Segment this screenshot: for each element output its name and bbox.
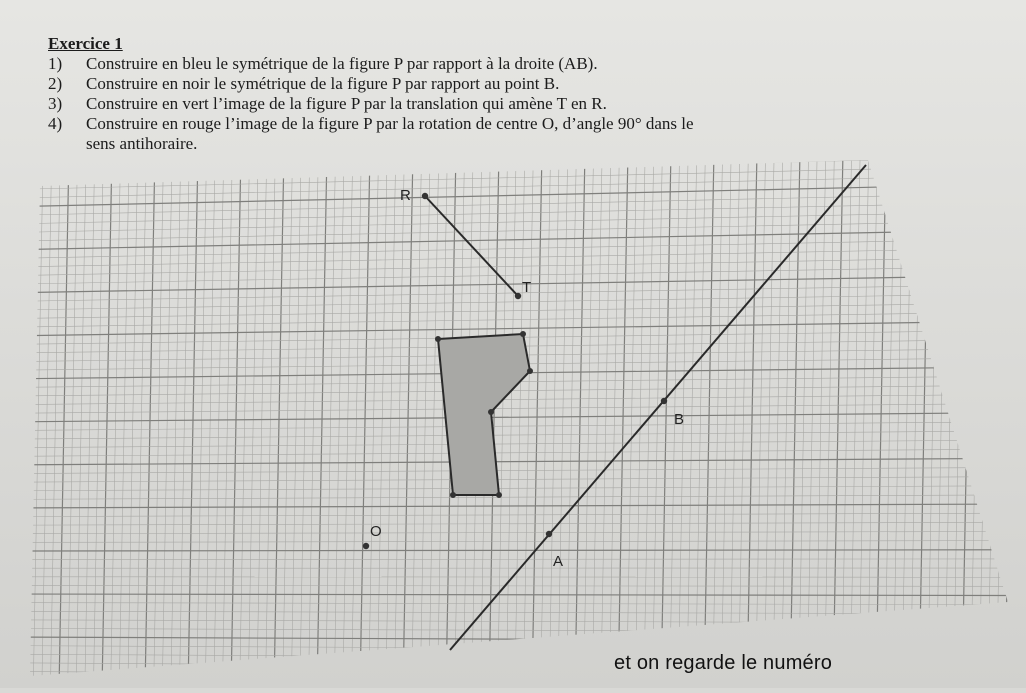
point-b-dot xyxy=(661,398,667,404)
footer-handwritten-note: et on regarde le numéro xyxy=(614,652,832,675)
exercise-block xyxy=(48,34,988,154)
instruction-4 xyxy=(48,114,988,134)
label-a: A xyxy=(553,553,563,570)
instruction-4-continuation: sens antihoraire. xyxy=(48,134,988,154)
instruction-4-text: Construire en rouge l’image de la figure P par la rotation de centre O, d’angle 90° dans le xyxy=(86,114,694,133)
instruction-2 xyxy=(48,74,988,94)
point-a-dot xyxy=(546,531,552,537)
instruction-2-number: 2) xyxy=(48,74,86,94)
instruction-1-number: 1) xyxy=(48,54,86,74)
label-r: R xyxy=(400,187,411,204)
instruction-3-text: Construire en vert l’image de la figure P par la translation qui amène T en R. xyxy=(86,94,607,113)
instruction-2-text: Construire en noir le symétrique de la figure P par rapport au point B. xyxy=(86,74,559,93)
label-o: O xyxy=(370,523,382,540)
point-t-dot xyxy=(515,293,521,299)
instruction-4-number: 4) xyxy=(48,114,86,134)
instruction-3-number: 3) xyxy=(48,94,86,114)
figure-p xyxy=(438,334,530,495)
instruction-1-text: Construire en bleu le symétrique de la figure P par rapport à la droite (AB). xyxy=(86,54,598,73)
instruction-3 xyxy=(48,94,988,114)
instruction-1 xyxy=(48,54,988,74)
point-o-dot xyxy=(363,543,369,549)
label-t: T xyxy=(522,279,531,296)
point-r-dot xyxy=(422,193,428,199)
label-b: B xyxy=(674,411,684,428)
exercise-title: Exercice 1 xyxy=(48,34,988,54)
segment-r-t xyxy=(425,196,518,296)
